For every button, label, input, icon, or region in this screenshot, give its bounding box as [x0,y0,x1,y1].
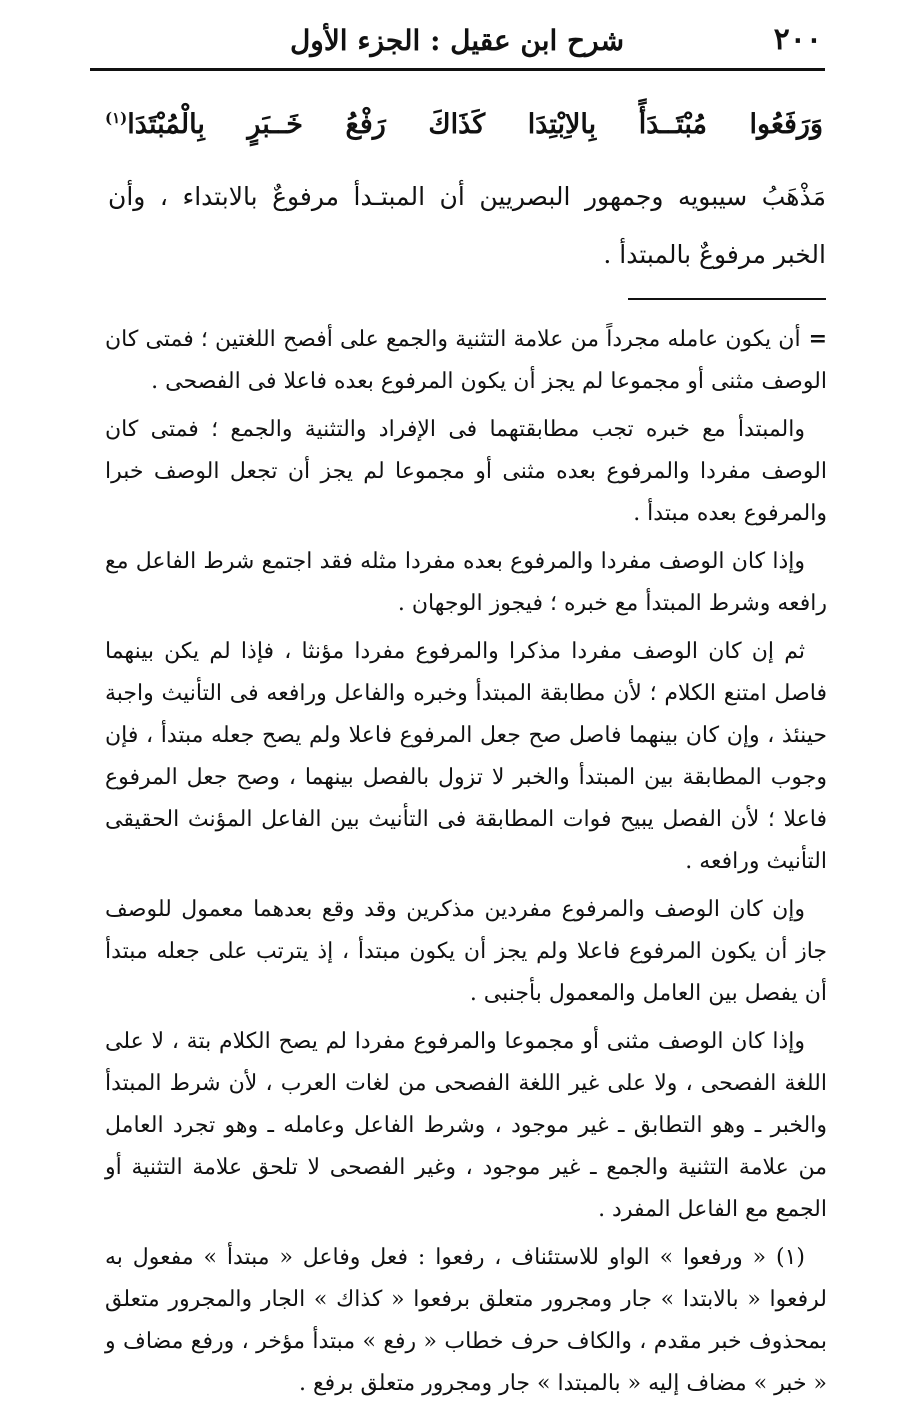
footnote-paragraph: والمبتدأ مع خبره تجب مطابقتهما فى الإفراد والتثنية والجمع ؛ فمتى كان الوصف مفردا والمرفوع بعده مثنى أو مجموعا لم يجز أن تجعل الوصف خبرا والمرفوع بعده مبتدأ . [105,417,827,526]
header-divider [90,68,825,71]
footnote-grammar-analysis: (١) « ورفعوا » الواو للاستئناف ، رفعوا : فعل وفاعل « مبتدأ » مفعول به لرفعوا « بالابتدا » جار ومجرور متعلق برفعوا « كذاك » الجار والمجرور متعلق بمحذوف خبر مقدم ، والكاف حرف خطاب « رفع » مبتدأ مؤخر ، ورفع مضاف و « خبر » مضاف إليه « بالمبتدا » جار ومجرور متعلق برفع . [105,1245,827,1396]
footnote-paragraph: وإذا كان الوصف مثنى أو مجموعا والمرفوع مفردا لم يصح الكلام بتة ، لا على اللغة الفصحى ، ولا على غير اللغة الفصحى من لغات العرب ، لأن شرط المبتدأ والخبر ـ وهو التطابق ـ غير موجود ، وشرط الفاعل وعامله ـ وهو تجرد العامل من علامة التثنية والجمع ـ غير موجود ، وغير الفصحى لا تلحق علامة التثنية أو الجمع مع الفاعل المفرد . [105,1029,827,1222]
footnote-separator [628,298,826,300]
page-header [92,14,822,64]
page-number: ٢٠٠ [773,22,822,57]
commentary-paragraph: مَذْهَبُ سيبويه وجمهور البصريين أن المبتـدأ مرفوعٌ بالابتداء ، وأن الخبر مرفوعٌ بالمبتدأ . [108,182,826,269]
footnotes-section [105,318,827,1411]
footnote-paragraph: وإذا كان الوصف مفردا والمرفوع بعده مفردا مثله فقد اجتمع شرط الفاعل مع رافعه وشرط المبتدأ مع خبره ؛ فيجوز الوجهان . [105,549,827,616]
verse-text: وَرَفَعُوا مُبْتَــدَأً بِالاِبْتِدَا كَذَاكَ رَفْعُ خَــبَرٍ بِالْمُبْتَدَا [127,109,823,140]
verse-footnote-marker: (١) [105,109,128,127]
running-title: شرح ابن عقيل : الجزء الأول [289,24,625,57]
footnote-paragraph: وإن كان الوصف والمرفوع مفردين مذكرين وقد وقع بعدهما معمول للوصف جاز أن يكون المرفوع فاعلا ولم يجز أن يكون مبتدأ ، إذ يترتب على جعله مبتدأ أن يفصل بين العامل والمعمول بأجنبى . [105,897,827,1006]
footnote-paragraph [105,318,827,403]
footnote-text: أن يكون عامله مجرداً من علامة التثنية والجمع على أفصح اللغتين ؛ فمتى كان الوصف مثنى أو مجموعا لم يجز أن يكون المرفوع بعده فاعلا فى الفصحى . [105,327,827,394]
continuation-mark: = [808,326,827,352]
verse-line [105,96,823,147]
footnote-paragraph: ثم إن كان الوصف مفردا مذكرا والمرفوع مفردا مؤنثا ، فإذا لم يكن بينهما فاصل امتنع الكلام ؛ لأن مطابقة المبتدأ وخبره والفاعل ورافعه فى التأنيث واجبة حينئذ ، وإن كان بينهما فاصل صح جعل المرفوع فاعلا ولم يصح جعله مبتدأ ، فإن وجوب المطابقة بين المبتدأ والخبر لا تزول بالفصل بينهما ، وصح جعل المرفوع فاعلا ؛ لأن الفصل يبيح فوات المطابقة فى التأنيث بين الفاعل المؤنث الحقيقى التأنيث ورافعه . [105,639,827,874]
